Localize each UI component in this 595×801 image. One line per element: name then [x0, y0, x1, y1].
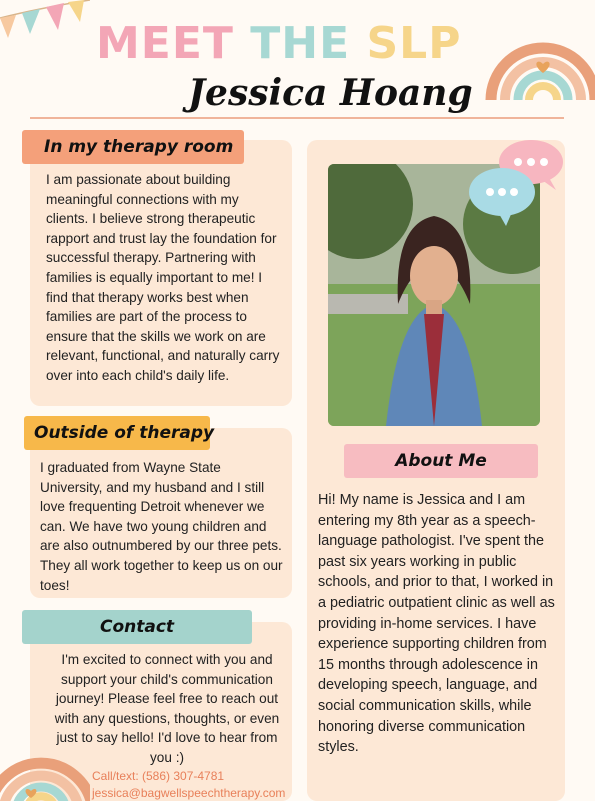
therapy-room-heading: In my therapy room	[22, 130, 244, 164]
person-name: Jessica Hoang	[188, 72, 473, 114]
about-text: Hi! My name is Jessica and I am entering my 8th year as a speech-language pathologist. I've spent the past six years working in public schools, and prior to that, I worked in a pediatric outpatient clinic as well as providing in-home services. I have experience supporting children from 15 months through adolescence in developing speech, language, and social communication skills, while honoring diverse communication styles.	[318, 492, 555, 756]
bunting-flags-icon	[0, 0, 90, 60]
about-heading: About Me	[344, 444, 538, 478]
rainbow-bottom-left-icon	[0, 721, 90, 801]
outside-therapy-heading: Outside of therapy	[24, 416, 210, 450]
rainbow-top-right-icon	[485, 0, 595, 100]
therapy-room-text: I am passionate about building meaningful connections with my clients. I believe strong therapeutic rapport and trust lay the foundation for successful therapy. Partnering with families is equally important to me! I find that therapy works best when families are part of the process to ensure that the skills we work on are relevant, functional, and naturally carry over into each child's daily life.	[46, 172, 280, 383]
title-word-slp: SLP	[366, 18, 462, 69]
outside-therapy-text: I graduated from Wayne State University, and my husband and I still love frequenting Detroit whenever we can. We have two young children and are also outnumbered by our three pets. They all work together to keep us on our toes!	[40, 460, 283, 593]
contact-heading: Contact	[22, 610, 252, 644]
contact-email[interactable]: jessica@bagwellspeechtherapy.com	[92, 786, 286, 800]
speech-bubble-blue-icon	[468, 164, 536, 226]
contact-phone[interactable]: Call/text: (586) 307-4781	[92, 769, 225, 783]
title-word-meet: MEET	[96, 18, 234, 69]
page-title	[96, 18, 462, 69]
title-word-the: THE	[250, 18, 351, 69]
contact-text: I'm excited to connect with you and support your child's communication journey! Please feel free to reach out with any questions, thoughts, or even just to say hello! I'd love to hear from you :)	[54, 652, 280, 765]
header-divider	[30, 117, 564, 119]
